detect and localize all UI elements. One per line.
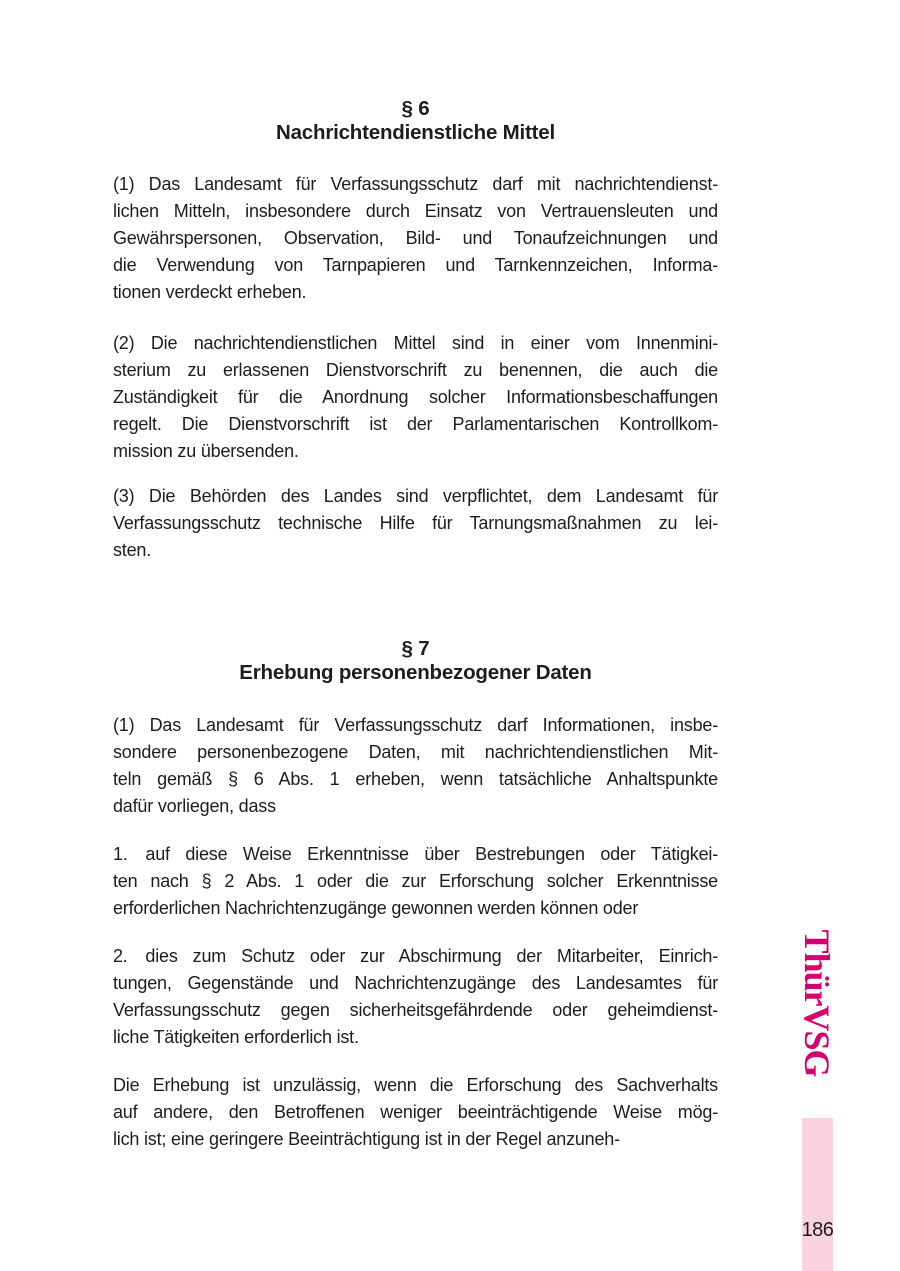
text-line: die Verwendung von Tarnpapieren und Tarnkennzeichen, Informa-: [113, 255, 718, 275]
text-line: dafür vorliegen, dass: [113, 796, 276, 816]
text-line: lichen Mitteln, insbesondere durch Einsatz von Vertrauensleuten und: [113, 201, 718, 221]
page-number-bar: [802, 1118, 833, 1271]
text-line: sten.: [113, 540, 152, 560]
text-line: tionen verdeckt erheben.: [113, 282, 307, 302]
text-line: 1. auf diese Weise Erkenntnisse über Bestrebungen oder Tätigkei-: [113, 844, 718, 864]
text-line: erforderlichen Nachrichtenzugänge gewonnen werden können oder: [113, 898, 639, 918]
section-7-paragraph-1: [113, 712, 718, 820]
section-7-title: Erhebung personenbezogener Daten: [239, 661, 592, 684]
text-line: (1) Das Landesamt für Verfassungsschutz darf mit nachrichtendienst-: [113, 174, 718, 194]
text-line: 2. dies zum Schutz oder zur Abschirmung der Mitarbeiter, Einrich-: [113, 946, 718, 966]
text-line: (2) Die nachrichtendienstlichen Mittel sind in einer vom Innenmini-: [113, 333, 718, 353]
text-line: auf andere, den Betroffenen weniger beeinträchtigende Weise mög-: [113, 1102, 718, 1122]
section-7-list-item-1: [113, 841, 718, 922]
section-6-paragraph-3: [113, 483, 718, 564]
section-6-paragraph-2: [113, 330, 718, 465]
text-line: sondere personenbezogene Daten, mit nachrichtendienstlichen Mit-: [113, 742, 718, 762]
section-6-paragraph-1: [113, 171, 718, 306]
page-number: 186: [801, 1219, 834, 1241]
text-line: Die Erhebung ist unzulässig, wenn die Erforschung des Sachverhalts: [113, 1075, 718, 1095]
text-line: (3) Die Behörden des Landes sind verpflichtet, dem Landesamt für: [113, 486, 718, 506]
section-7-number: § 7: [401, 637, 430, 660]
section-7-closing-paragraph: [113, 1072, 718, 1153]
text-line: Verfassungsschutz technische Hilfe für Tarnungsmaßnahmen zu lei-: [113, 513, 718, 533]
law-abbreviation-tab: ThürVSG: [797, 929, 837, 1077]
text-line: ten nach § 2 Abs. 1 oder die zur Erforschung solcher Erkenntnisse: [113, 871, 718, 891]
text-line: sterium zu erlassenen Dienstvorschrift zu benennen, die auch die: [113, 360, 718, 380]
text-line: mission zu übersenden.: [113, 441, 299, 461]
section-7-list-item-2: [113, 943, 718, 1051]
text-line: Verfassungsschutz gegen sicherheitsgefährdende oder geheimdienst-: [113, 1000, 718, 1020]
text-line: Zuständigkeit für die Anordnung solcher Informationsbeschaffungen: [113, 387, 718, 407]
text-line: regelt. Die Dienstvorschrift ist der Parlamentarischen Kontrollkom-: [113, 414, 718, 434]
section-6-number: § 6: [401, 97, 430, 120]
text-line: liche Tätigkeiten erforderlich ist.: [113, 1027, 359, 1047]
text-line: tungen, Gegenstände und Nachrichtenzugänge des Landesamtes für: [113, 973, 718, 993]
text-line: lich ist; eine geringere Beeinträchtigung ist in der Regel anzuneh-: [113, 1129, 620, 1149]
text-line: teln gemäß § 6 Abs. 1 erheben, wenn tatsächliche Anhaltspunkte: [113, 769, 718, 789]
text-line: (1) Das Landesamt für Verfassungsschutz darf Informationen, insbe-: [113, 715, 718, 735]
text-line: Gewährspersonen, Observation, Bild- und Tonaufzeichnungen und: [113, 228, 718, 248]
section-6-title: Nachrichtendienstliche Mittel: [276, 121, 555, 144]
